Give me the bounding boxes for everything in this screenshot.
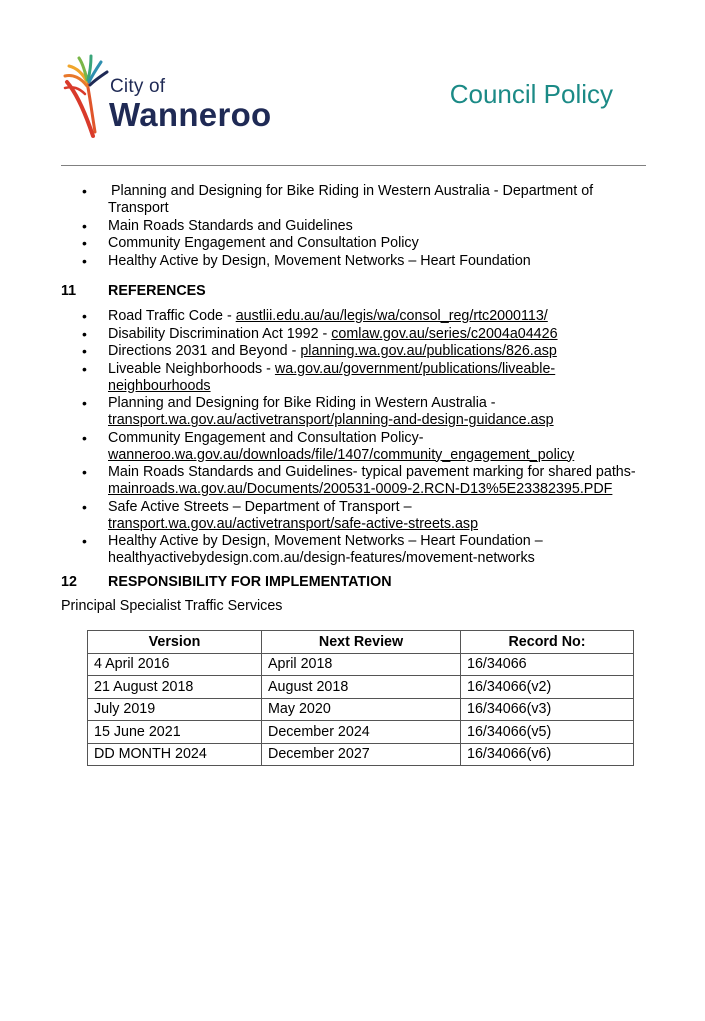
logo-name-text: Wanneroo [109, 96, 272, 133]
table-header-row [88, 631, 634, 654]
bullet-icon: • [82, 343, 87, 359]
column-header-version: Version [88, 631, 262, 654]
column-header-record-no: Record No: [461, 631, 634, 654]
reference-item: • Road Traffic Code - austlii.edu.au/au/legis/wa/consol_reg/rtc2000113/ [82, 308, 548, 324]
reference-link[interactable]: wa.gov.au/government/publications/liveable-neighbourhoods [108, 360, 556, 394]
reference-link[interactable]: transport.wa.gov.au/activetransport/safe-active-streets.asp [108, 515, 479, 532]
table-cell: April 2018 [262, 653, 461, 676]
table-cell: 16/34066(v5) [461, 721, 634, 744]
bullet-icon: • [82, 183, 87, 199]
table-cell: 16/34066(v2) [461, 676, 634, 699]
reference-item: • Main Roads Standards and Guidelines- typical pavement marking for shared paths- mainroads.wa.gov.au/Documents/200531-0009-2.RCN-D13%5E23382395.PDF [82, 464, 636, 497]
list-item: • Planning and Designing for Bike Riding in Western Australia - Department of Transport [82, 183, 594, 216]
table-row [88, 721, 634, 744]
bullet-icon: • [82, 429, 87, 446]
bullet-icon: • [82, 360, 87, 377]
logo-city-text: City of [110, 76, 166, 97]
bullet-icon: • [82, 217, 87, 234]
table-cell: May 2020 [262, 698, 461, 721]
list-item: • Healthy Active by Design, Movement Networks – Heart Foundation [82, 252, 531, 269]
continued-list [61, 183, 631, 270]
reference-link[interactable]: transport.wa.gov.au/activetransport/planning-and-design-guidance.asp [108, 412, 554, 428]
reference-item: • Healthy Active by Design, Movement Networks – Heart Foundation – healthyactivebydesign.com.au/design-features/movement-networks [82, 533, 543, 566]
table-cell: 21 August 2018 [88, 676, 262, 699]
bullet-icon: • [82, 533, 87, 549]
reference-item: • Liveable Neighborhoods - wa.gov.au/government/publications/liveable-neighbourhoods [82, 360, 556, 394]
section-heading-responsibility: 12 RESPONSIBILITY FOR IMPLEMENTATION [61, 574, 392, 590]
table-cell: 15 June 2021 [88, 721, 262, 744]
bullet-icon: • [82, 325, 87, 342]
reference-item: • Disability Discrimination Act 1992 - comlaw.gov.au/series/c2004a04426 [82, 325, 558, 342]
table-cell: December 2024 [262, 721, 461, 744]
reference-link[interactable]: wanneroo.wa.gov.au/downloads/file/1407/community_engagement_policy [108, 446, 575, 463]
table-cell: 4 April 2016 [88, 653, 262, 676]
reference-item: • Planning and Designing for Bike Riding in Western Australia - transport.wa.gov.au/activetransport/planning-and-design-guidance.asp [82, 395, 554, 428]
reference-item: • Community Engagement and Consultation Policy- wanneroo.wa.gov.au/downloads/file/1407/community_engagement_policy [82, 429, 575, 463]
table-row [88, 698, 634, 721]
bullet-icon: • [82, 395, 87, 411]
table-cell: DD MONTH 2024 [88, 743, 262, 766]
table-row [88, 676, 634, 699]
table-cell: 16/34066(v3) [461, 698, 634, 721]
city-logo [63, 52, 293, 140]
table-cell: 16/34066 [461, 653, 634, 676]
bullet-icon: • [82, 235, 87, 251]
table-cell: July 2019 [88, 698, 262, 721]
table-cell: August 2018 [262, 676, 461, 699]
table-row [88, 653, 634, 676]
logo-mark-icon [63, 52, 113, 140]
bullet-icon: • [82, 308, 87, 324]
document-type-title: Council Policy [449, 79, 613, 109]
reference-item: • Safe Active Streets – Department of Transport – transport.wa.gov.au/activetransport/safe-active-streets.asp [82, 498, 479, 532]
section-heading-references: 11 REFERENCES [61, 283, 206, 299]
header-divider [61, 165, 646, 166]
table-cell: December 2027 [262, 743, 461, 766]
reference-link[interactable]: planning.wa.gov.au/publications/826.asp [300, 343, 557, 359]
list-item: • Main Roads Standards and Guidelines [82, 217, 353, 234]
table-cell: 16/34066(v6) [461, 743, 634, 766]
table-row [88, 743, 634, 766]
reference-link[interactable]: mainroads.wa.gov.au/Documents/200531-0009-2.RCN-D13%5E23382395.PDF [108, 481, 613, 497]
references-list [61, 308, 641, 568]
bullet-icon: • [82, 464, 87, 480]
reference-item: • Directions 2031 and Beyond - planning.wa.gov.au/publications/826.asp [82, 343, 557, 359]
list-item: • Community Engagement and Consultation Policy [82, 235, 419, 251]
column-header-next-review: Next Review [262, 631, 461, 654]
reference-link[interactable]: comlaw.gov.au/series/c2004a04426 [331, 325, 558, 342]
bullet-icon: • [82, 252, 87, 269]
responsible-officer: Principal Specialist Traffic Services [61, 598, 283, 614]
reference-link[interactable]: austlii.edu.au/au/legis/wa/consol_reg/rtc2000113/ [235, 308, 548, 324]
version-history-table [87, 630, 634, 766]
bullet-icon: • [82, 498, 87, 515]
